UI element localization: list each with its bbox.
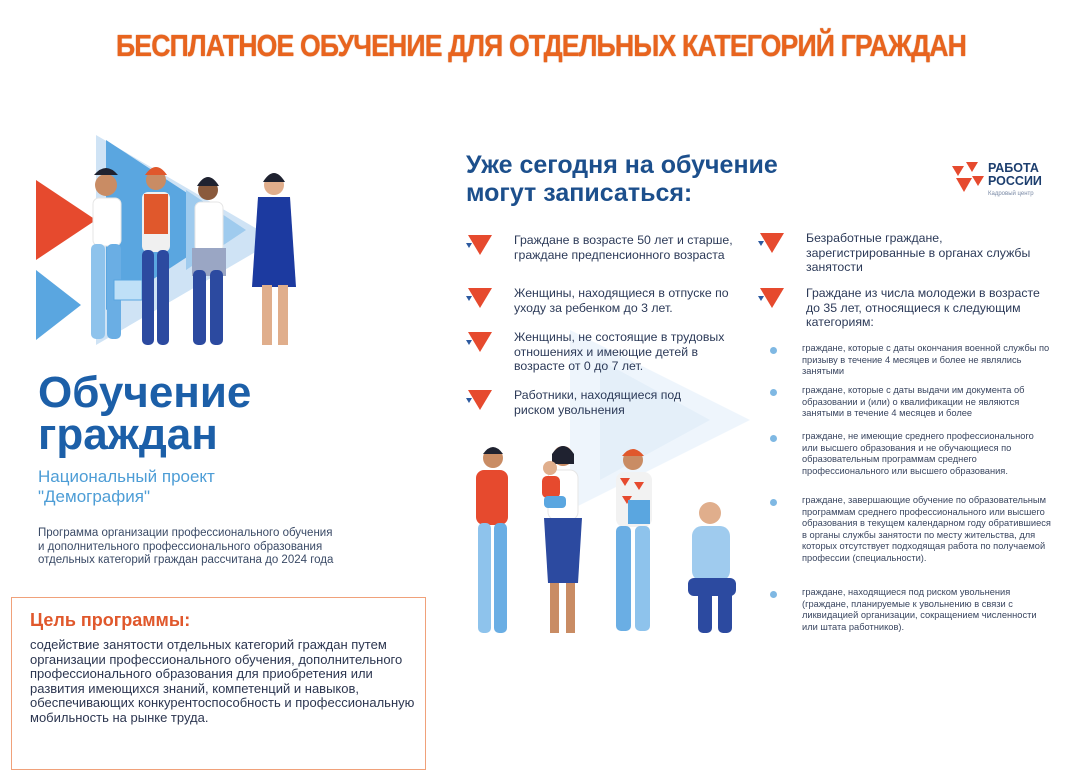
- title-line-1: Обучение: [38, 368, 252, 417]
- logo-line-2: РОССИИ: [988, 174, 1042, 188]
- bullet-dot: [770, 435, 777, 442]
- logo-icon: [950, 160, 986, 196]
- triangle-icon: [758, 286, 786, 310]
- title-line-2: граждан: [38, 410, 218, 459]
- subtitle-line-1: Национальный проект: [38, 467, 215, 486]
- triangle-icon: [758, 231, 786, 255]
- right-heading: [466, 151, 778, 207]
- subcategory-text: граждане, которые с даты выдачи им документа об образовании и (или) о квалификации не являются занятыми в течение 4 месяцев и более: [802, 385, 1025, 418]
- bullet-dot: [770, 347, 777, 354]
- logo-subtitle: Кадровый центр: [988, 191, 1034, 197]
- subcategory-item: [776, 343, 1056, 379]
- subcategory-item: [776, 431, 1056, 489]
- subcategory-text: граждане, которые с даты окончания военной службы по призыву в течение 4 месяцев и более не являлись занятыми: [802, 343, 1050, 376]
- rabota-rossii-logo: [950, 160, 1060, 202]
- subcategory-text: граждане, не имеющие среднего профессионального или высшего образования и не обучающиеся по образовательным программам среднего профессионального или высшего образования.: [802, 431, 1034, 476]
- bullet-dot: [770, 591, 777, 598]
- category-item: [466, 286, 756, 320]
- hero-illustration: [36, 130, 336, 365]
- category-item: [758, 231, 1058, 279]
- subtitle-line-2: "Демография": [38, 487, 150, 506]
- subcategory-text: граждане, завершающие обучение по образовательным программам среднего профессионального или высшего образования в текущем календарном году обратившиеся в органы службы занятости по месту жительства, для которых отсутствует подходящая работа по получаемой профессии (специальности).: [802, 495, 1051, 563]
- triangle-icon: [466, 286, 494, 310]
- project-subtitle: [38, 467, 215, 507]
- triangle-icon: [466, 233, 494, 257]
- category-item: [466, 388, 756, 422]
- bullet-dot: [770, 499, 777, 506]
- goal-title: Цель программы:: [30, 610, 191, 630]
- category-item: [466, 330, 756, 378]
- category-text: Женщины, не состоящие в трудовых отношениях и имеющие детей в возрасте от 0 до 7 лет.: [514, 330, 725, 373]
- logo-line-1: РАБОТА: [988, 161, 1039, 175]
- category-item: [758, 286, 1058, 334]
- category-text: Граждане из числа молодежи в возрасте до 35 лет, относящиеся к следующим категориям:: [806, 286, 1040, 329]
- category-text: Граждане в возрасте 50 лет и старше, граждане предпенсионного возраста: [514, 233, 733, 262]
- goal-text: содействие занятости отдельных категорий граждан путем организации профессионального обучения, дополнительного профессионального образования для приобретения или развития имеющихся знаний, компетенций и навыков, обеспечивающих конкурентоспособность и профессиональную мобильность на рынке труда.: [30, 637, 415, 725]
- subcategory-item: [776, 495, 1056, 587]
- subcategory-text: граждане, находящиеся под риском увольнения (граждане, планируемые к увольнению в связи с ликвидацией организации, сокращением численности или штата работников).: [802, 587, 1037, 632]
- people-illustration: [458, 438, 758, 638]
- banner-title: БЕСПЛАТНОЕ ОБУЧЕНИЕ ДЛЯ ОТДЕЛЬНЫХ КАТЕГОРИЙ ГРАЖДАН: [115, 28, 967, 63]
- goal-box: [11, 597, 426, 770]
- heading-line-2: могут записаться:: [466, 179, 693, 207]
- heading-line-1: Уже сегодня на обучение: [466, 151, 778, 179]
- triangle-icon: [466, 330, 494, 354]
- subcategory-item: [776, 385, 1056, 421]
- triangle-icon: [466, 388, 494, 412]
- subcategory-item: [776, 587, 1056, 635]
- bullet-dot: [770, 389, 777, 396]
- category-text: Безработные граждане, зарегистрированные в органах службы занятости: [806, 231, 1031, 274]
- category-item: [466, 233, 756, 281]
- category-text: Женщины, находящиеся в отпуске по уходу за ребенком до 3 лет.: [514, 286, 729, 315]
- category-text: Работники, находящиеся под риском увольнения: [514, 388, 682, 417]
- page-title: [38, 368, 252, 459]
- program-description: Программа организации профессионального обучения и дополнительного профессионального образования отдельных категорий граждан рассчитана до 2024 года: [38, 527, 334, 566]
